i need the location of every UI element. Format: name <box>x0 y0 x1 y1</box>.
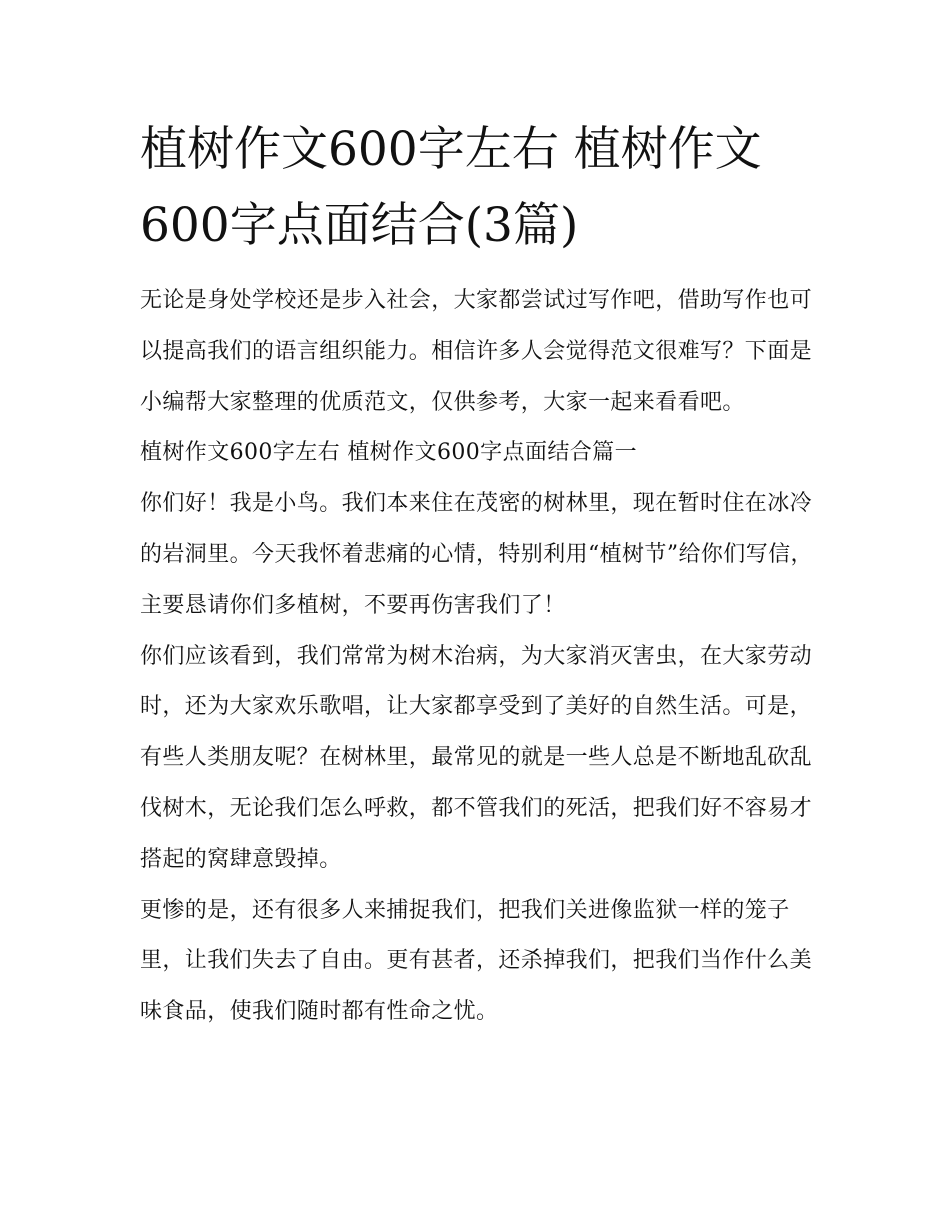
section-heading: 植树作文600字左右 植树作文600字点面结合篇一 <box>140 440 637 466</box>
intro-paragraph: 无论是身处学校还是步入社会，大家都尝试过写作吧，借助写作也可以提高我们的语言组织能力。相信许多人会觉得范文很难写？下面是小编帮大家整理的优质范文，仅供参考，大家一起来看看吧。 <box>140 288 813 415</box>
body-paragraph: 你们好！我是小鸟。我们本来住在茂密的树林里，现在暂时住在冰冷的岩洞里。今天我怀着悲痛的心情，特别利用“植树节”给你们写信，主要恳请你们多植树，不要再伤害我们了！ <box>140 491 813 618</box>
body-paragraph: 更惨的是，还有很多人来捕捉我们，把我们关进像监狱一样的笼子里，让我们失去了自由。更有甚者，还杀掉我们，把我们当作什么美味食品，使我们随时都有性命之忧。 <box>140 897 813 1025</box>
body-paragraph: 你们应该看到，我们常常为树木治病，为大家消灭害虫，在大家劳动时，还为大家欢乐歌唱，让大家都享受到了美好的自然生活。可是，有些人类朋友呢？在树林里，最常见的就是一些人总是不断地乱砍乱伐树木，无论我们怎么呼救，都不管我们的死活，把我们好不容易才搭起的窝肆意毁掉。 <box>140 643 813 872</box>
document-body <box>140 276 816 1038</box>
document-title: 植树作文600字左右 植树作文600字点面结合(3篇) <box>140 122 762 253</box>
